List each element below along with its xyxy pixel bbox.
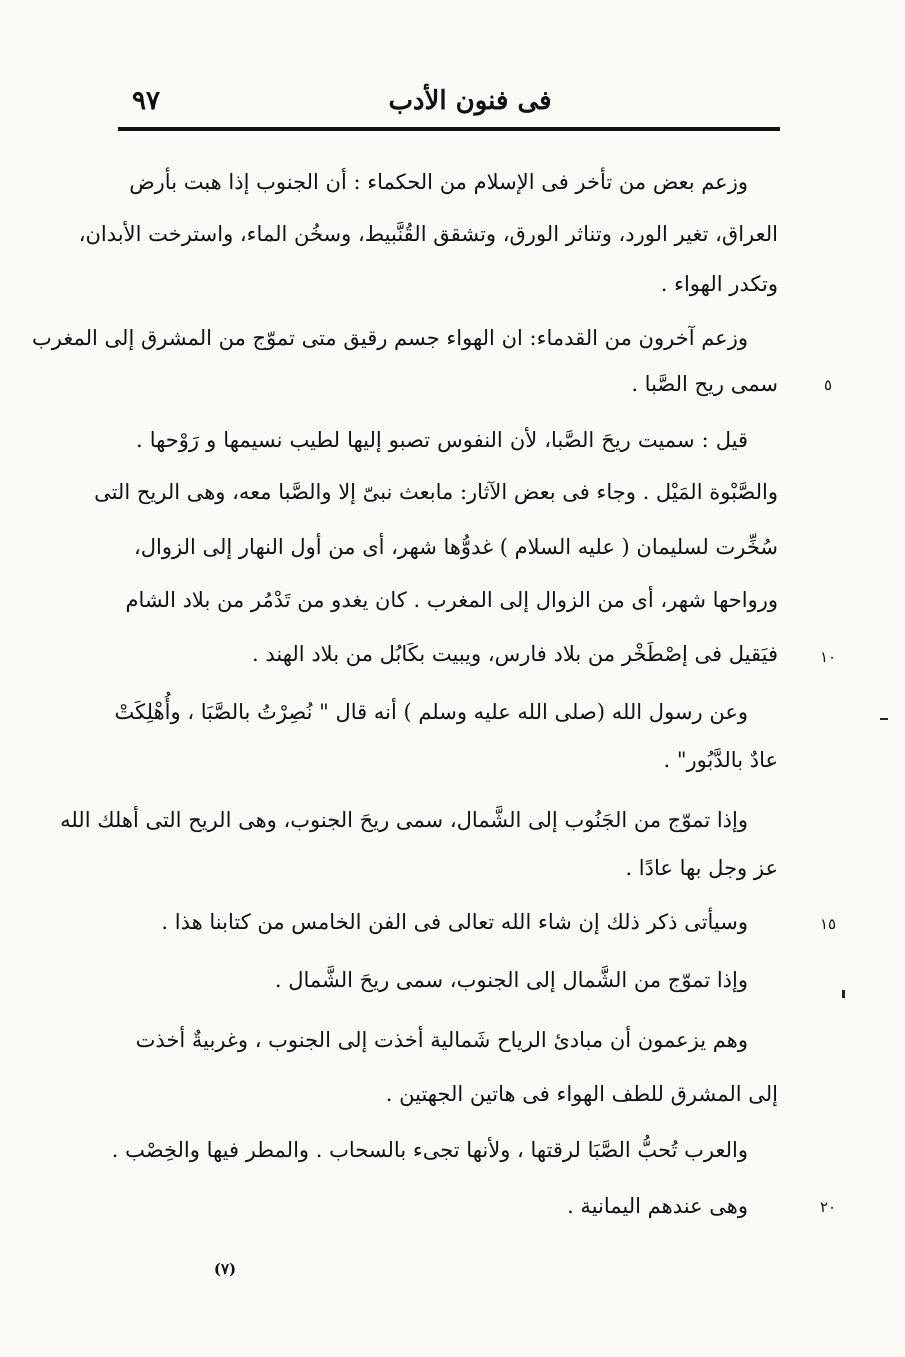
line-number-margin: ٥ (823, 376, 833, 394)
text-line: ورواحها شهر، أى من الزوال إلى المغرب . كان يغدو من تَدْمُر من بلاد الشام (125, 588, 778, 612)
text-line: فيَقيل فى إصْطَخْر من بلاد فارس، ويبيت بكَابُل من بلاد الهند . (252, 642, 778, 666)
text-line: وتكدر الهواء . (660, 272, 778, 296)
text-line: وهم يزعمون أن مبادئ الرياح شَمالية أخذت إلى الجنوب ، وغربيةٌ أخذت (135, 1028, 748, 1052)
text-line: وزعم بعض من تأخر فى الإسلام من الحكماء : أن الجنوب إذا هبت بأرض (129, 170, 748, 194)
text-line: وعن رسول الله (صلى الله عليه وسلم ) أنه قال " نُصِرْتُ بالصَّبَا ، وأُهْلِكَتْ (114, 700, 748, 724)
text-line: وزعم آخرون من القدماء: ان الهواء جسم رقيق متى تموّج من المشرق إلى المغرب (32, 326, 748, 350)
text-line: قيل : سميت ريحَ الصَّبا، لأن النفوس تصبو إليها لطيب نسيمها و رَوْحها . (136, 428, 748, 452)
text-line: عز وجل بها عادًا . (625, 856, 778, 880)
page-number: ٩٧ (132, 86, 160, 116)
margin-mark (880, 718, 888, 720)
text-line: سُخِّرت لسليمان ( عليه السلام ) غدوُّها شهر، أى من أول النهار إلى الزوال، (134, 535, 778, 559)
text-line: عادٌ بالدَّبُور" . (663, 748, 778, 772)
text-line: والعرب تُحبُّ الصَّبَا لرقتها ، ولأنها تجىء بالسحاب . والمطر فيها والخِصْب . (111, 1138, 748, 1162)
running-title: فى فنون الأدب (388, 86, 552, 116)
text-line: وإذا تموّج من الجَنُوب إلى الشَّمال، سمى ريحَ الجنوب، وهى الريح التى أهلك الله (60, 808, 748, 832)
line-number-margin: ١٠ (819, 648, 837, 666)
text-line: إلى المشرق للطف الهواء فى هاتين الجهتين . (385, 1082, 778, 1106)
signature-mark: (٧) (213, 1260, 237, 1278)
text-line: وهى عندهم اليمانية . (567, 1194, 748, 1218)
header-rule (118, 127, 780, 131)
text-line: العراق، تغير الورد، وتناثر الورق، وتشقق القُنَّبيط، وسخُن الماء، واسترخت الأبدان، (78, 222, 778, 246)
text-line: وإذا تموّج من الشَّمال إلى الجنوب، سمى ريحَ الشَّمال . (274, 968, 748, 992)
text-line: سمى ريح الصَّبا . (631, 372, 778, 396)
line-number-margin: ١٥ (819, 915, 837, 933)
line-number-margin: ٢٠ (819, 1198, 837, 1216)
text-line: وسيأتى ذكر ذلك إن شاء الله تعالى فى الفن الخامس من كتابنا هذا . (161, 910, 748, 934)
text-line: والصَّبْوة المَيْل . وجاء فى بعض الآثار: مابعث نبىّ إلا والصَّبا معه، وهى الريح التى (94, 480, 778, 504)
margin-mark (842, 990, 845, 998)
